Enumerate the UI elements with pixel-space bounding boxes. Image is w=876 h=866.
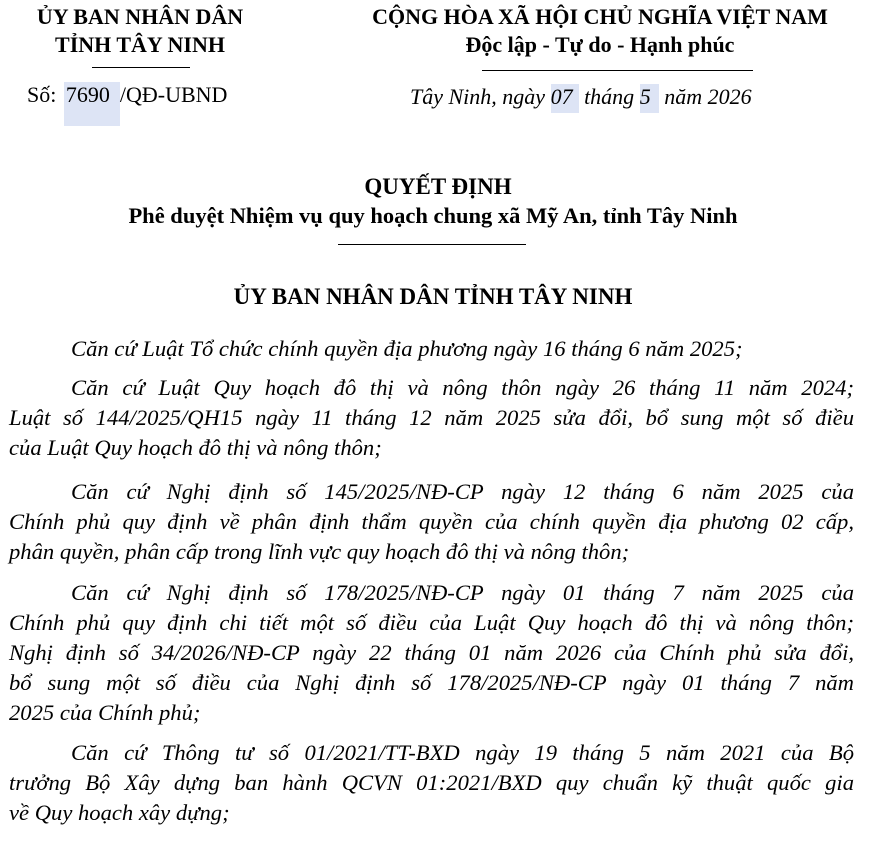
issuing-org-line1: ỦY BAN NHÂN DÂN bbox=[36, 4, 244, 29]
basis-line: Chính phủ quy định chi tiết một số điều của Luật Quy hoạch đô thị và nông thôn; bbox=[9, 610, 854, 635]
legal-basis-4 bbox=[9, 578, 854, 728]
date-prefix: Tây Ninh, ngày bbox=[410, 84, 546, 109]
basis-line: 2025 của Chính phủ; bbox=[9, 700, 201, 725]
basis-line: Căn cứ Luật Tổ chức chính quyền địa phương ngày 16 tháng 6 năm 2025; bbox=[71, 336, 743, 361]
issue-date bbox=[410, 84, 752, 110]
basis-line: phân quyền, phân cấp trong lĩnh vực quy hoạch đô thị và nông thôn; bbox=[9, 539, 630, 564]
basis-line: trưởng Bộ Xây dựng ban hành QCVN 01:2021/BXD quy chuẩn kỹ thuật quốc gia bbox=[9, 770, 854, 795]
date-year: năm 2026 bbox=[664, 84, 752, 109]
org-underline bbox=[92, 67, 190, 68]
document-number bbox=[27, 82, 227, 126]
legal-basis-2 bbox=[9, 373, 854, 463]
legal-basis-3 bbox=[9, 477, 854, 567]
document-type-title: QUYẾT ĐỊNH bbox=[364, 174, 512, 199]
number-suffix: /QĐ-UBND bbox=[119, 82, 228, 107]
basis-line: Căn cứ Thông tư số 01/2021/TT-BXD ngày 19 tháng 5 năm 2021 của Bộ bbox=[71, 740, 854, 765]
basis-line: Nghị định số 34/2026/NĐ-CP ngày 22 tháng 01 năm 2026 của Chính phủ sửa đổi, bbox=[9, 640, 854, 665]
subject-underline bbox=[338, 244, 526, 245]
basis-line: Chính phủ quy định về phân định thẩm quyền của chính quyền địa phương 02 cấp, bbox=[9, 509, 854, 534]
date-day[interactable]: 07 bbox=[551, 84, 579, 113]
basis-line: Luật số 144/2025/QH15 ngày 11 tháng 12 năm 2025 sửa đổi, bổ sung một số điều bbox=[9, 405, 854, 430]
motto-underline bbox=[482, 70, 753, 71]
basis-line: Căn cứ Nghị định số 178/2025/NĐ-CP ngày 01 tháng 7 năm 2025 của bbox=[71, 580, 854, 605]
basis-line: Căn cứ Nghị định số 145/2025/NĐ-CP ngày 12 tháng 6 năm 2025 của bbox=[71, 479, 854, 504]
national-title: CỘNG HÒA XÃ HỘI CHỦ NGHĨA VIỆT NAM bbox=[372, 4, 828, 29]
number-value[interactable]: 7690 bbox=[64, 82, 120, 126]
date-month-label: tháng bbox=[584, 84, 635, 109]
basis-line: của Luật Quy hoạch đô thị và nông thôn; bbox=[9, 435, 382, 460]
number-prefix: Số: bbox=[27, 82, 57, 107]
legal-basis-1 bbox=[9, 334, 854, 364]
date-month[interactable]: 5 bbox=[640, 84, 659, 113]
basis-line: Căn cứ Luật Quy hoạch đô thị và nông thôn ngày 26 tháng 11 năm 2024; bbox=[71, 375, 854, 400]
issuing-org-line2: TỈNH TÂY NINH bbox=[55, 32, 225, 57]
basis-line: bổ sung một số điều của Nghị định số 178/2025/NĐ-CP ngày 01 tháng 7 năm bbox=[9, 670, 854, 695]
issuing-authority-heading: ỦY BAN NHÂN DÂN TỈNH TÂY NINH bbox=[233, 284, 633, 309]
legal-basis-5 bbox=[9, 738, 854, 828]
basis-line: về Quy hoạch xây dựng; bbox=[9, 800, 230, 825]
document-subject: Phê duyệt Nhiệm vụ quy hoạch chung xã Mỹ An, tỉnh Tây Ninh bbox=[128, 203, 738, 228]
national-motto: Độc lập - Tự do - Hạnh phúc bbox=[465, 32, 735, 57]
